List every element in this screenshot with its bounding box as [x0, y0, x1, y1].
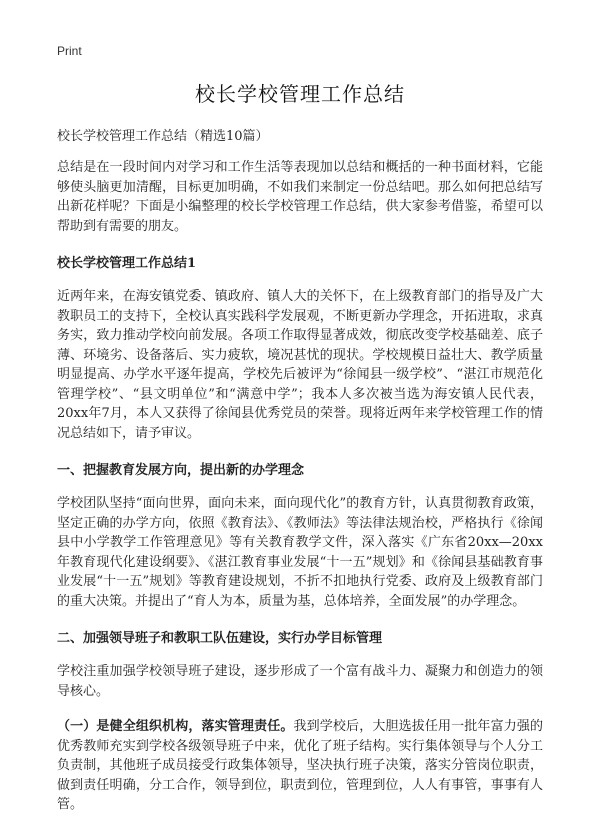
intro-paragraph: 总结是在一段时间内对学习和工作生活等表现加以总结和概括的一种书面材料，它能够使头脑更加清醒，目标更加明确，不如我们来制定一份总结吧。那么如何把总结写出新花样呢？下面是小编整理的校长学校管理工作总结，供大家参考借鉴，希望可以帮助到有需要的朋友。 — [57, 160, 543, 234]
page-title: 校长学校管理工作总结 — [195, 82, 405, 106]
paragraph-one: 学校团队坚持“面向世界，面向未来，面向现代化”的教育方针，认真贯彻教育政策，坚定正确的办学方向，依照《教育法》、《教师法》等法律法规治校，严格执行《徐闻县中小学教学工作管理意见》等有关教育教学文件，深入落实《广东省20xx—20xx年教育现代化建设纲要》、《湛江教育事业发展“十一五”规划》和《徐闻县基础教育事业发展“十一五”规划》等教育建设规划，不折不扣地执行党委、政府及上级教育部门的重大决策。并提出了“育人为本，质量为基，总体培养，全面发展”的办学理念。 — [57, 496, 543, 609]
print-link[interactable]: Print — [57, 44, 82, 58]
section-1-paragraph: 近两年来，在海安镇党委、镇政府、镇人大的关怀下，在上级教育部门的指导及广大教职员工的支持下，全校认真实践科学发展观，不断更新办学理念，开拓进取，求真务实，致力推动学校向前发展。各项工作取得显著成效，彻底改变学校基础差、底子薄、环境劣、设备落后、实力疲软，境况甚忧的现状。学校规模日益壮大、教学质量明显提高、办学水平逐年提高，学校先后被评为“徐闻县一级学校”、“湛江市规范化管理学校”、“县文明单位”和“满意中学”；我本人多次被当选为海安镇人民代表，20xx年7月，本人又获得了徐闻县优秀党员的荣誉。现将近两年来学校管理工作的情况总结如下，请予审议。 — [57, 289, 543, 441]
paragraph-three-lead: （一）是健全组织机构，落实管理责任。 — [57, 719, 294, 734]
heading-one: 一、把握教育发展方向，提出新的办学理念 — [57, 463, 305, 478]
paragraph-three — [57, 717, 543, 815]
heading-two: 二、加强领导班子和教职工队伍建设，实行办学目标管理 — [57, 631, 383, 646]
document-body — [57, 78, 543, 831]
section-1-heading: 校长学校管理工作总结1 — [57, 256, 197, 271]
document-subtitle: 校长学校管理工作总结（精选10篇） — [57, 129, 269, 144]
paragraph-three-body: 我到学校后，大胆选拔任用一批年富力强的优秀教师充实到学校各级领导班子中来，优化了班子结构。实行集体领导与个人分工负责制，其他班子成员接受行政集体领导，坚决执行班子决策，落实分管岗位职责，做到责任明确，分工合作，领导到位，职责到位，管理到位，人人有事管，事事有人管。 — [57, 719, 543, 812]
paragraph-two: 学校注重加强学校领导班子建设，逐步形成了一个富有战斗力、凝聚力和创造力的领导核心。 — [57, 664, 543, 699]
